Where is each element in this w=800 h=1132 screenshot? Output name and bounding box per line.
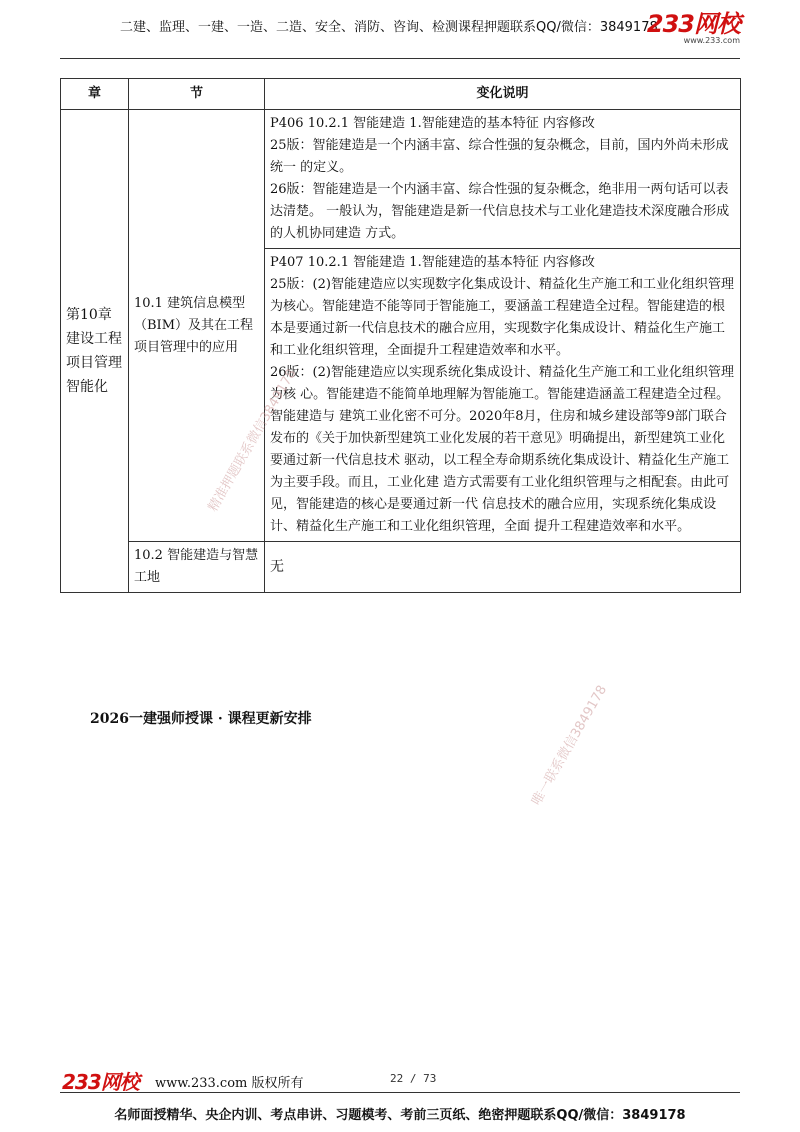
change-cell: [265, 110, 741, 249]
header-text: 二建、监理、一建、一造、二造、安全、消防、咨询、检测课程押题联系QQ/微信：3849178: [120, 20, 658, 35]
change-new-version: 26版：(2)智能建造应以实现系统化集成设计、精益化生产施工和工业化组织管理为核 心。智能建造不能简单地理解为智能施工。智能建造涵盖工程建造全过程。智能建造与 建筑工业化密不可分。2020年8月，住房和城乡建设部等9部门联合发布的《关于加快新型建筑工业化发展的若干意见》明确提出，新型建筑工业化要通过新一代信息技术 驱动，以工程全寿命期系统化集成设计、精益化生产施工为主要手段。而且，工业化建 造方式需要有工业化组织管理与之相配套。由此可见，智能建造的核心是要通过新一代 信息技术的融合应用，实现系统化集成设计、精益化生产施工和工业化组织管理，全面 提升工程建造效率和水平。: [270, 365, 734, 534]
change-cell: 无: [265, 542, 741, 593]
change-title: P407 10.2.1 智能建造 1.智能建造的基本特征 内容修改: [270, 255, 595, 270]
change-table: [60, 78, 741, 593]
watermark: 唯一联系微信3849178: [529, 682, 611, 809]
footer-text: 名师面授精华、央企内训、考点串讲、习题模考、考前三页纸、绝密押题联系QQ/微信：3849178: [114, 1108, 686, 1123]
footer-copyright[interactable]: www.233.com 版权所有: [155, 1076, 304, 1091]
column-header-chapter: 章: [61, 79, 129, 110]
section-cell: 10.2 智能建造与智慧工地: [129, 542, 265, 593]
change-old-version: 25版：智能建造是一个内涵丰富、综合性强的复杂概念，目前，国内外尚未形成统一 的定义。: [270, 138, 729, 175]
brand-logo-url: www.233.com: [683, 36, 740, 45]
change-cell: [265, 249, 741, 542]
table-row: [61, 542, 741, 593]
watermark: 精准押题联系微信3849178: [205, 366, 300, 515]
brand-logo-text: 233网校: [646, 10, 740, 38]
change-title: P406 10.2.1 智能建造 1.智能建造的基本特征 内容修改: [270, 116, 595, 131]
column-header-section: 节: [129, 79, 265, 110]
page-number: 22 / 73: [390, 1072, 437, 1085]
table-header-row: [61, 79, 741, 110]
footer-divider: [60, 1092, 740, 1093]
course-update-note: 2026一建强师授课 · 课程更新安排: [90, 711, 312, 727]
footer-logo[interactable]: 233网校: [62, 1070, 139, 1094]
table-row: [61, 110, 741, 249]
change-old-version: 25版：(2)智能建造应以实现数字化集成设计、精益化生产施工和工业化组织管理为核心。智能建造不能等同于智能施工，要涵盖工程建造全过程。智能建造的根本是要通过新一代信息技术的融合应用，实现数字化集成设计、精益化生产施工和工业化组织管理，全面提升工程建造效率和水平。: [270, 277, 734, 358]
brand-logo[interactable]: [647, 12, 740, 45]
chapter-cell: 第10章建设工程项目管理智能化: [61, 110, 129, 593]
header-divider: [60, 58, 740, 59]
change-new-version: 26版：智能建造是一个内涵丰富、综合性强的复杂概念，绝非用一两句话可以表达清楚。 一般认为，智能建造是新一代信息技术与工业化建造技术深度融合形成的人机协同建造 方式。: [270, 182, 730, 241]
column-header-change: 变化说明: [265, 79, 741, 110]
section-cell: 10.1 建筑信息模型（BIM）及其在工程项目管理中的应用: [129, 110, 265, 542]
